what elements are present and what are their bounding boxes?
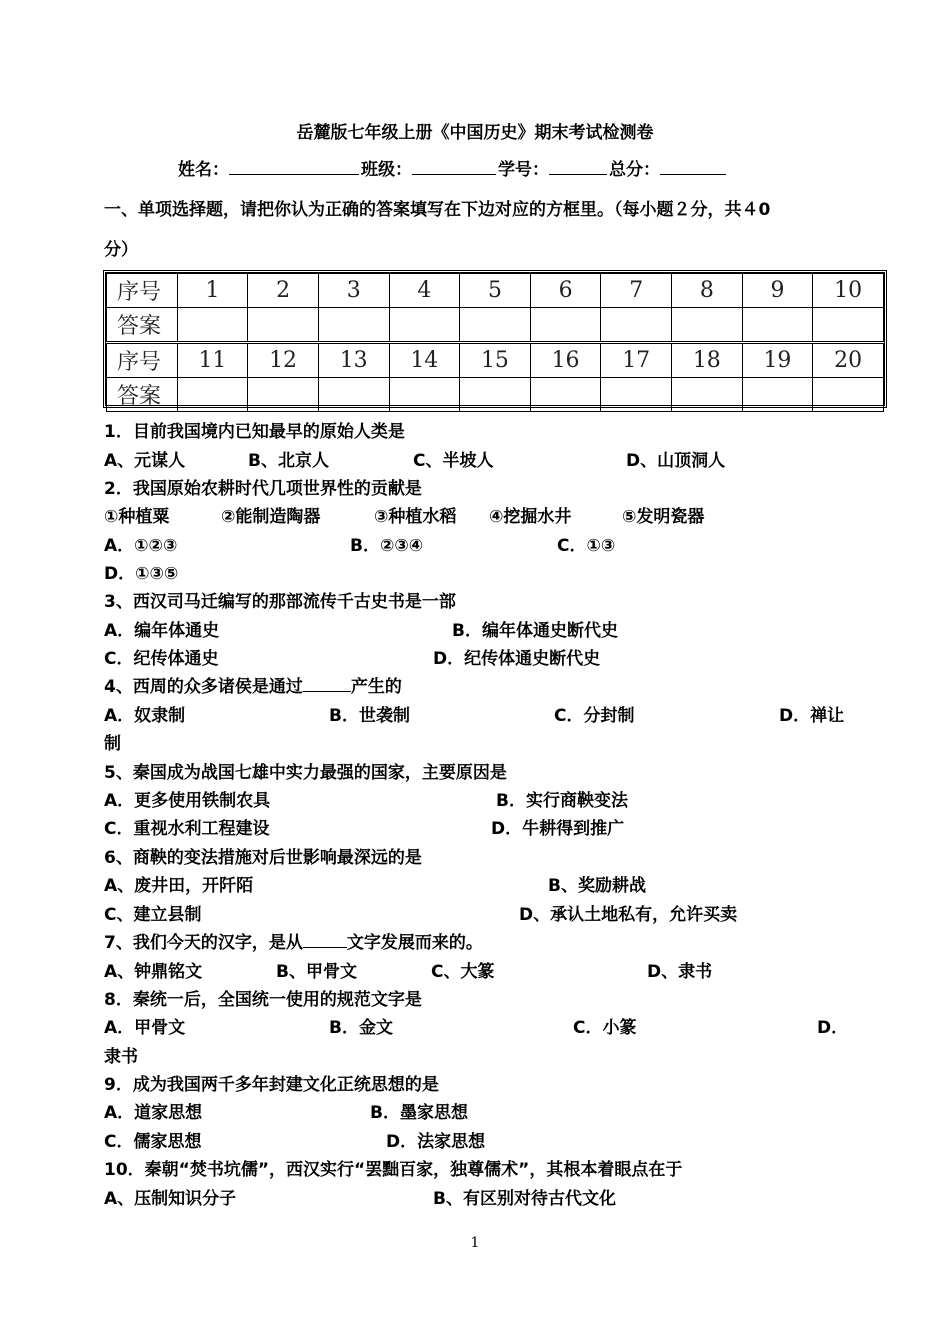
q4-option-c: C．分封制 — [554, 706, 635, 726]
q6-option-a: A、废井田，开阡陌 — [104, 876, 254, 896]
grid-row-answers-1 — [107, 308, 884, 343]
grid-num: 12 — [248, 343, 319, 378]
grid-num: 5 — [460, 274, 531, 308]
grid-num: 14 — [389, 343, 460, 378]
q4-answer-blank[interactable] — [303, 675, 351, 692]
student-info-line — [178, 155, 728, 180]
q4-text-pre: 4、西周的众多诸侯是通过 — [104, 677, 303, 697]
grid-num: 18 — [672, 343, 743, 378]
grid-num: 3 — [318, 274, 389, 308]
grid-row-answers-2 — [107, 378, 884, 412]
answer-cell[interactable] — [530, 378, 601, 412]
class-blank[interactable] — [412, 156, 496, 175]
q7-option-d: D、隶书 — [647, 962, 713, 982]
grid-num: 9 — [742, 274, 813, 308]
grid-num: 16 — [530, 343, 601, 378]
grid-num: 13 — [318, 343, 389, 378]
page-number: 1 — [470, 1235, 480, 1251]
student-id-label: 学号： — [498, 160, 549, 180]
q3-option-d: D．纪传体通史断代史 — [433, 649, 601, 669]
q2-option-c: C．①③ — [557, 536, 616, 556]
answer-grid — [103, 270, 887, 408]
q7-option-a: A、钟鼎铭文 — [104, 962, 203, 982]
grid-num: 8 — [672, 274, 743, 308]
q5-option-a: A．更多使用铁制农具 — [104, 791, 271, 811]
grid-num: 6 — [530, 274, 601, 308]
q2-option-b: B．②③④ — [350, 536, 424, 556]
question-1: 1．目前我国境内已知最早的原始人类是 — [104, 422, 405, 442]
grid-label-no: 序号 — [107, 274, 178, 308]
q9-option-c: C．儒家思想 — [104, 1132, 202, 1152]
answer-cell[interactable] — [389, 378, 460, 412]
answer-cell[interactable] — [813, 308, 884, 343]
q2-statement-3: ③种植水稻 — [374, 507, 457, 527]
q8-option-c: C．小篆 — [573, 1018, 637, 1038]
q5-option-c: C．重视水利工程建设 — [104, 819, 270, 839]
question-3: 3、西汉司马迁编写的那部流传千古史书是一部 — [104, 592, 456, 612]
answer-cell[interactable] — [177, 378, 248, 412]
q7-option-b: B、甲骨文 — [276, 962, 357, 982]
q3-option-a: A．编年体通史 — [104, 621, 220, 641]
answer-cell[interactable] — [177, 308, 248, 343]
q2-statement-4: ④挖掘水井 — [489, 507, 572, 527]
question-10: 10．秦朝“焚书坑儒”，西汉实行“罢黜百家，独尊儒术”，其根本着眼点在于 — [104, 1160, 683, 1180]
q1-option-d: D、山顶洞人 — [626, 451, 726, 471]
q8-option-b: B．金文 — [329, 1018, 393, 1038]
q6-option-b: B、奖励耕战 — [548, 876, 646, 896]
q4-option-b: B．世袭制 — [329, 706, 410, 726]
q2-statement-2: ②能制造陶器 — [221, 507, 321, 527]
q5-option-b: B．实行商鞅变法 — [496, 791, 628, 811]
answer-cell[interactable] — [248, 308, 319, 343]
grid-num: 4 — [389, 274, 460, 308]
answer-cell[interactable] — [672, 378, 743, 412]
q6-option-c: C、建立县制 — [104, 905, 202, 925]
answer-cell[interactable] — [318, 378, 389, 412]
answer-cell[interactable] — [460, 378, 531, 412]
grid-num: 10 — [813, 274, 884, 308]
student-id-blank[interactable] — [549, 156, 607, 175]
q10-option-b: B、有区别对待古代文化 — [433, 1189, 616, 1209]
answer-cell[interactable] — [742, 308, 813, 343]
answer-cell[interactable] — [672, 308, 743, 343]
grid-label-no: 序号 — [107, 343, 178, 378]
grid-num: 20 — [813, 343, 884, 378]
class-label: 班级： — [361, 160, 412, 180]
q2-statement-5: ⑤发明瓷器 — [622, 507, 705, 527]
q5-option-d: D．牛耕得到推广 — [491, 819, 625, 839]
answer-cell[interactable] — [530, 308, 601, 343]
name-blank[interactable] — [229, 156, 359, 175]
q3-option-b: B．编年体通史断代史 — [452, 621, 618, 641]
q4-text-post: 产生的 — [350, 677, 402, 697]
name-label: 姓名： — [178, 160, 229, 180]
q8-option-d-wrap: 隶书 — [104, 1047, 138, 1067]
q8-option-a: A．甲骨文 — [104, 1018, 186, 1038]
grid-row-numbers-1 — [107, 274, 884, 308]
q2-option-a: A．①②③ — [104, 536, 178, 556]
q10-option-a: A、压制知识分子 — [104, 1189, 237, 1209]
q1-option-b: B、北京人 — [248, 451, 329, 471]
q1-option-c: C、半坡人 — [413, 451, 494, 471]
q8-option-d: D． — [817, 1018, 849, 1038]
score-blank[interactable] — [660, 156, 726, 175]
grid-num: 19 — [742, 343, 813, 378]
answer-cell[interactable] — [460, 308, 531, 343]
q9-option-d: D．法家思想 — [386, 1132, 486, 1152]
grid-num: 2 — [248, 274, 319, 308]
grid-label-answer: 答案 — [107, 378, 178, 412]
q4-option-d: D．禅让 — [779, 706, 845, 726]
question-8: 8．秦统一后，全国统一使用的规范文字是 — [104, 990, 422, 1010]
question-9: 9．成为我国两千多年封建文化正统思想的是 — [104, 1075, 439, 1095]
section-heading-line2: 分） — [104, 240, 138, 260]
q3-option-c: C．纪传体通史 — [104, 649, 219, 669]
q7-option-c: C、大篆 — [431, 962, 495, 982]
grid-row-numbers-2 — [107, 343, 884, 378]
answer-cell[interactable] — [813, 378, 884, 412]
q2-statement-1: ①种植粟 — [104, 507, 170, 527]
q7-text-post: 文字发展而来的。 — [346, 933, 483, 953]
answer-cell[interactable] — [248, 378, 319, 412]
q7-text-pre: 7、我们今天的汉字，是从 — [104, 933, 303, 953]
q6-option-d: D、承认土地私有，允许买卖 — [519, 905, 738, 925]
score-label: 总分： — [609, 160, 660, 180]
q7-answer-blank[interactable] — [303, 931, 347, 948]
answer-cell[interactable] — [742, 378, 813, 412]
answer-cell[interactable] — [389, 308, 460, 343]
answer-cell[interactable] — [601, 378, 672, 412]
question-7 — [104, 928, 483, 953]
grid-label-answer: 答案 — [107, 308, 178, 343]
q9-option-a: A．道家思想 — [104, 1103, 203, 1123]
grid-num: 1 — [177, 274, 248, 308]
section-heading-line1: 一、单项选择题，请把你认为正确的答案填写在下边对应的方框里。（每小题２分，共４0 — [104, 200, 771, 220]
q4-option-a: A．奴隶制 — [104, 706, 186, 726]
grid-num: 7 — [601, 274, 672, 308]
question-6: 6、商鞅的变法措施对后世影响最深远的是 — [104, 848, 422, 868]
q1-option-a: A、元谋人 — [104, 451, 186, 471]
q9-option-b: B．墨家思想 — [370, 1103, 468, 1123]
exam-title: 岳麓版七年级上册《中国历史》期末考试检测卷 — [296, 123, 654, 143]
grid-num: 15 — [460, 343, 531, 378]
question-4 — [104, 672, 402, 697]
grid-num: 17 — [601, 343, 672, 378]
question-5: 5、秦国成为战国七雄中实力最强的国家，主要原因是 — [104, 763, 507, 783]
answer-cell[interactable] — [601, 308, 672, 343]
q4-option-d-wrap: 制 — [104, 734, 121, 754]
q2-option-d: D．①③⑤ — [104, 564, 179, 584]
question-2: 2．我国原始农耕时代几项世界性的贡献是 — [104, 479, 422, 499]
answer-cell[interactable] — [318, 308, 389, 343]
grid-num: 11 — [177, 343, 248, 378]
